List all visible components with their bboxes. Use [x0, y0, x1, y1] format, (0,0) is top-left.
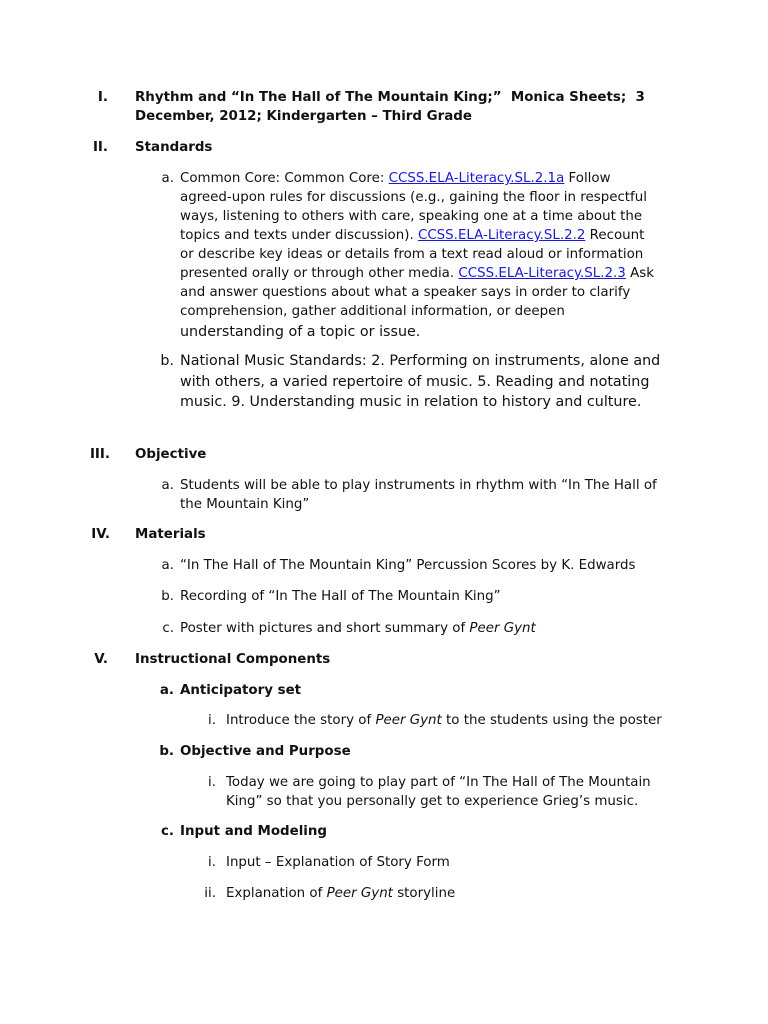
item-marker: i.: [208, 855, 216, 870]
step-text-before: Introduce the story of: [226, 713, 376, 728]
section-numeral: V.: [94, 652, 108, 667]
standard-link-sl-2-1a[interactable]: CCSS.ELA-Literacy.SL.2.1a: [388, 171, 565, 186]
lesson-title: [135, 88, 695, 126]
section-title-standards: Standards: [135, 140, 213, 155]
section-numeral: I.: [97, 90, 108, 105]
lesson-title-line-1: Rhythm and “In The Hall of The Mountain King;” Monica Sheets; 3: [135, 90, 645, 105]
item-marker: b.: [159, 744, 174, 759]
item-marker: a.: [161, 558, 174, 573]
music-standards-text: National Music Standards: 2. Performing on instruments, alone and with others, a varied repertoire of music. 5. Reading and notating music. 9. Understanding music in relation to history and culture.: [180, 353, 661, 410]
item-marker: b.: [161, 589, 174, 604]
standard-link-sl-2-2[interactable]: CCSS.ELA-Literacy.SL.2.2: [417, 228, 586, 243]
step-italic-title: Peer Gynt: [375, 713, 442, 728]
material-poster-title: Peer Gynt: [469, 621, 536, 636]
standard-text-sl-2-3: Ask and answer questions about what a speaker says in order to clarify comprehension, gather additional information, or deepen: [180, 266, 654, 319]
item-marker: c.: [162, 621, 174, 636]
common-core-prefix: Common Core: Common Core:: [180, 171, 389, 186]
section-title-materials: Materials: [135, 527, 206, 542]
item-marker: c.: [160, 824, 174, 839]
lesson-title-line-2: December, 2012; Kindergarten – Third Grade: [135, 109, 472, 124]
component-title-input-modeling: Input and Modeling: [180, 824, 328, 839]
anticipatory-set-text: [226, 711, 686, 730]
item-marker: i.: [208, 713, 216, 728]
material-poster: [180, 619, 680, 638]
item-marker: a.: [159, 683, 174, 698]
step-italic-title: Peer Gynt: [326, 886, 393, 901]
input-modeling-text-ii: [226, 884, 686, 903]
item-marker: a.: [161, 478, 174, 493]
step-text-after: to the students using the poster: [441, 713, 662, 728]
common-core-standards-text: [180, 169, 655, 343]
section-title-objective: Objective: [135, 447, 207, 462]
material-poster-text: Poster with pictures and short summary of: [180, 621, 470, 636]
objective-purpose-text: Today we are going to play part of “In The Hall of The Mountain King” so that you personally get to experience Grieg’s music.: [226, 775, 651, 809]
section-numeral: IV.: [91, 527, 110, 542]
item-marker: ii.: [204, 886, 216, 901]
item-marker: i.: [208, 775, 216, 790]
material-percussion-scores: “In The Hall of The Mountain King” Percussion Scores by K. Edwards: [180, 558, 636, 573]
material-recording: Recording of “In The Hall of The Mountain King”: [180, 589, 501, 604]
standard-text-sl-2-1a: Follow agreed-upon rules for discussions (e.g., gaining the floor in respectful ways, listening to others with care, speaking one at a time about the topics and texts under discussion).: [180, 171, 647, 243]
standard-link-sl-2-3[interactable]: CCSS.ELA-Literacy.SL.2.3: [458, 266, 626, 281]
standard-text-continuation: understanding of a topic or issue.: [180, 324, 421, 340]
item-marker: b.: [160, 353, 174, 369]
standard-text-sl-2-2: Recount or describe key ideas or details from a text read aloud or information presented orally or through other media.: [180, 228, 645, 281]
item-marker: a.: [161, 171, 174, 186]
objective-text: Students will be able to play instruments in rhythm with “In The Hall of the Mountain King”: [180, 478, 657, 512]
step-text-after: storyline: [392, 886, 456, 901]
input-modeling-text-i: Input – Explanation of Story Form: [226, 855, 450, 870]
section-title-instructional-components: Instructional Components: [135, 652, 331, 667]
step-text-before: Explanation of: [226, 886, 327, 901]
section-numeral: III.: [89, 447, 110, 462]
component-title-anticipatory-set: Anticipatory set: [180, 683, 302, 698]
component-title-objective-purpose: Objective and Purpose: [180, 744, 351, 759]
section-numeral: II.: [92, 140, 108, 155]
